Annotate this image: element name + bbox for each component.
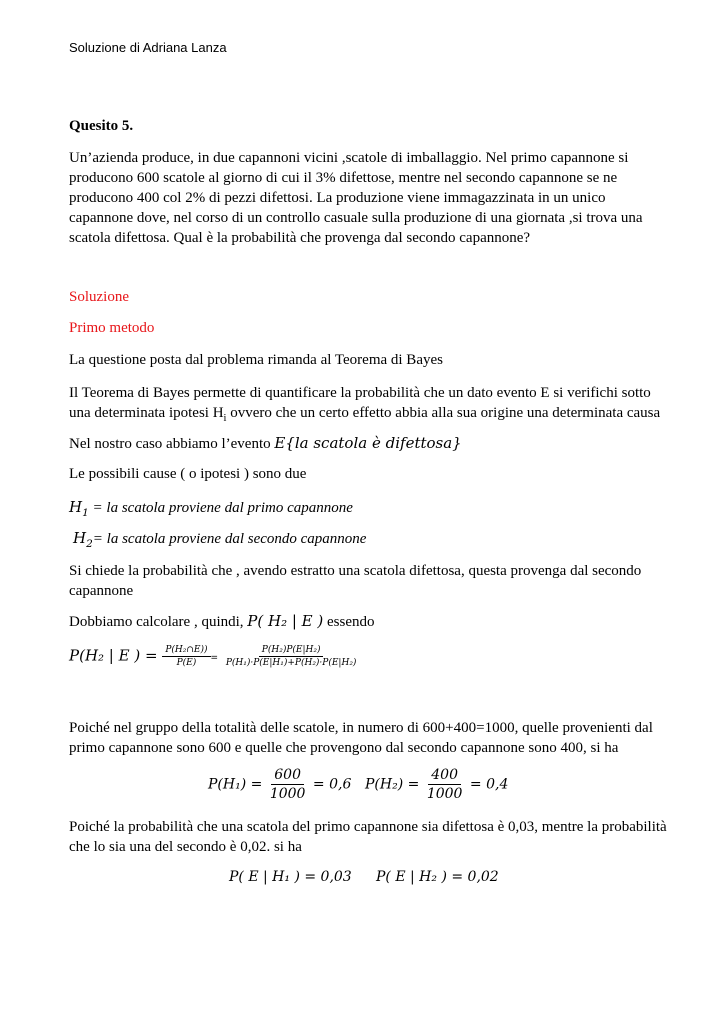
question-title: Quesito 5.	[69, 118, 134, 134]
prob-e-h2: P( E | H₂ ) = 0,02	[376, 869, 499, 885]
bayes-den-1: P(E)	[176, 658, 197, 668]
ph2-result: = 0,4	[469, 776, 509, 793]
ph2-lhs: P(H₂) =	[365, 776, 420, 793]
h2-symbol: H	[73, 529, 87, 547]
h1-text: = la scatola proviene dal primo capannone	[88, 500, 353, 516]
compute-line	[69, 612, 375, 631]
hypothesis-1	[69, 498, 353, 519]
bayes-separator: =	[210, 653, 219, 664]
bayes-definition-part1: Il Teorema di Bayes permette di quantificare la probabilità che un dato evento E si verifichi sotto una determinata ipotesi H	[69, 385, 651, 421]
defect-paragraph: Poiché la probabilità che una scatola del primo capannone sia difettosa è 0,03, mentre la probabilità che lo sia una del secondo è 0,02. si ha	[69, 819, 667, 855]
compute-text: Dobbiamo calcolare , quindi,	[69, 614, 248, 630]
event-formula: E{la scatola è difettosa}	[274, 434, 462, 452]
method-heading: Primo metodo	[69, 320, 155, 336]
bayes-definition-part2: ovvero che un certo effetto abbia alla sua origine una determinata causa	[226, 405, 661, 421]
ph1-lhs: P(H₁) =	[208, 776, 263, 793]
bayes-lhs: P(H₂ | E ) =	[69, 646, 158, 665]
prob-h1-equation	[208, 767, 351, 802]
h1-subscript: 1	[82, 507, 89, 519]
ph1-num: 600	[271, 767, 304, 785]
ph1-result: = 0,6	[312, 776, 352, 793]
ph2-num: 400	[428, 767, 461, 785]
ph2-den: 1000	[426, 786, 463, 802]
event-line	[69, 434, 462, 453]
bayes-definition	[69, 383, 669, 429]
bayes-num-1: P(H₂∩E))	[162, 645, 210, 657]
question-restated: Si chiede la probabilità che , avendo estratto una scatola difettosa, questa provenga dal secondo capannone	[69, 563, 642, 599]
compute-formula: P( H₂ | E )	[247, 612, 324, 630]
bayes-fraction-2	[223, 645, 360, 668]
bayes-definition-sub: i	[223, 413, 227, 424]
h2-text: = la scatola proviene dal secondo capannone	[92, 531, 367, 547]
hypothesis-2	[73, 529, 366, 550]
prob-e-h1: P( E | H₁ ) = 0,03	[229, 869, 352, 885]
compute-text-end: essendo	[323, 614, 375, 630]
solution-heading: Soluzione	[69, 289, 129, 305]
bayes-formula	[69, 645, 359, 668]
event-text: Nel nostro caso abbiamo l’evento	[69, 436, 275, 452]
causes-line: Le possibili cause ( o ipotesi ) sono due	[69, 466, 307, 482]
bayes-intro: La questione posta dal problema rimanda al Teorema di Bayes	[69, 352, 443, 368]
ph2-fraction	[424, 767, 466, 802]
page-header: Soluzione di Adriana Lanza	[69, 40, 227, 55]
question-text: Un’azienda produce, in due capannoni vicini ,scatole di imballaggio. Nel primo capannone si producono 600 scatole al giorno di cui il 3% difettose, mentre nel secondo capannone se ne producono 400 col 2% di pezzi difettosi. La produzione viene immagazzinata in un unico capannone dove, nel corso di un controllo casuale sulla produzione di una giornata ,si trova una scatola difettosa. Qual è la probabilità che provenga dal secondo capannone?	[69, 150, 643, 246]
bayes-num-2: P(H₂)P(E|H₂)	[259, 645, 324, 657]
prob-h2-equation	[365, 767, 508, 802]
h2-subscript: 2	[86, 538, 93, 550]
h1-symbol: H	[69, 498, 83, 516]
bayes-den-2: P(H₁)·P(E|H₁)+P(H₂)·P(E|H₂)	[225, 658, 357, 668]
bayes-fraction-1	[162, 645, 210, 668]
totals-paragraph: Poiché nel gruppo della totalità delle scatole, in numero di 600+400=1000, quelle provenienti dal primo capannone sono 600 e quelle che provengono dal secondo capannone sono 400, si ha	[69, 720, 653, 756]
ph1-fraction	[267, 767, 309, 802]
ph1-den: 1000	[269, 786, 306, 802]
